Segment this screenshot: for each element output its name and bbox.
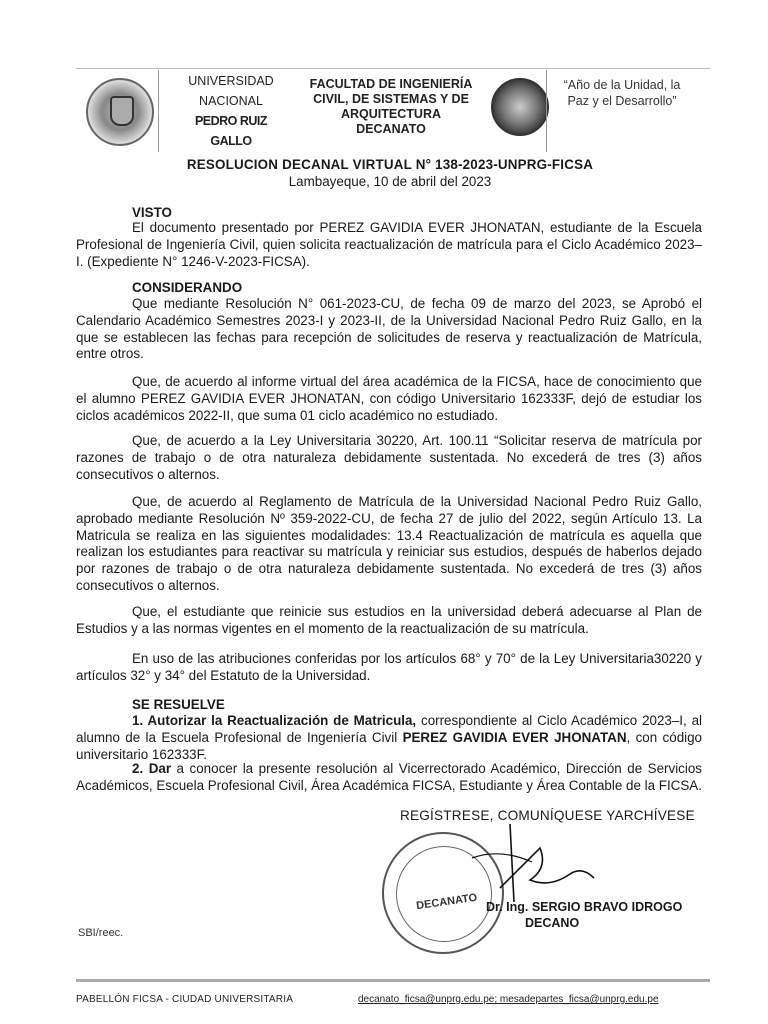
faculty-line-4: DECANATO [356, 122, 426, 136]
considerando-3-text: Que, de acuerdo a la Ley Universitaria 30220, Art. 100.11 “Solicitar reserva de matrícula por razones de trabajo o de otra naturaleza debidamente sustentada. No excederá de tres (3) años consecutivos o alternos. [76, 433, 702, 482]
university-crest-logo [86, 78, 154, 146]
faculty-line-3: ARQUITECTURA [341, 107, 441, 121]
place-date: Lambayeque, 10 de abril del 2023 [288, 174, 492, 189]
faculty-name [296, 77, 486, 137]
footer-rule [76, 979, 710, 982]
reference-initials: SBI/reec. [78, 927, 124, 939]
resuelve-article-1 [76, 713, 702, 763]
seal-label: DECANATO [415, 891, 478, 913]
visto-paragraph [76, 220, 702, 270]
visto-text: El documento presentado por PEREZ GAVIDIA EVER JHONATAN, estudiante de la Escuela Profesional de Ingeniería Civil, quien solicita reactualización de matrícula para el Ciclo Académico 2023–I. (Expediente N° 1246-V-2023-FICSA). [76, 220, 702, 269]
resuelve-1-lead: 1. Autorizar la Reactualización de Matricula, [132, 713, 417, 728]
considerando-6-text: En uso de las atribuciones conferidas por los artículos 68° y 70° de la Ley Universitaria30220 y artículos 32° y 34° del Estatuto de la Universidad. [76, 651, 702, 683]
resuelve-heading: SE RESUELVE [132, 697, 225, 712]
faculty-line-2: CIVIL, DE SISTEMAS Y DE [313, 92, 469, 106]
faculty-line-1: FACULTAD DE INGENIERÍA [309, 77, 473, 91]
resuelve-2-text: a conocer la presente resolución al Vicerrectorado Académico, Dirección de Servicios Académicos, Escuela Profesional Civil, Área Académica FICSA, Estudiante y Área Contable de la FICSA. [76, 761, 702, 793]
resuelve-article-2 [76, 761, 702, 795]
considerando-4-text: Que, de acuerdo al Reglamento de Matrícula de la Universidad Nacional Pedro Ruiz Gallo, aprobado mediante Resolución Nº 359-2022-CU, de fecha 27 de julio del 2022, según Artículo 13. La Matricula se realiza en las siguientes modalidades: 13.4 Reactualización de matrícula es aquella que realizan los estudiantes para reactivar su matrícula y reiniciar sus estudios, después de haberlos dejado por razones de trabajo o de otra naturaleza debidamente sustentada. No excederá de tres (3) años consecutivos o alternos. [76, 494, 702, 593]
signer-role: DECANO [525, 916, 580, 930]
resuelve-1-text: correspondiente al Ciclo Académico 2023–I, al alumno de la Escuela Profesional de Ingeniería Civil [76, 713, 703, 745]
considerando-paragraph-3 [76, 433, 702, 483]
considerando-paragraph-1 [76, 296, 702, 363]
university-name [172, 71, 290, 151]
footer-address: PABELLÓN FICSA - CIUDAD UNIVERSITARIA [76, 994, 294, 1005]
considerando-paragraph-5 [76, 604, 702, 638]
header-divider-right [546, 70, 547, 152]
motto-line-1: “Año de la Unidad, la [563, 78, 681, 92]
considerando-paragraph-6 [76, 651, 702, 685]
header-top-rule [76, 68, 710, 69]
visto-heading: VISTO [132, 205, 172, 220]
resolution-title: RESOLUCION DECANAL VIRTUAL N° 138-2023-UNPRG-FICSA [186, 157, 594, 172]
footer-emails[interactable]: decanato_ficsa@unprg.edu.pe; mesadepartes_ficsa@unprg.edu.pe [358, 994, 659, 1005]
university-line-2: NACIONAL [199, 94, 263, 108]
considerando-heading: CONSIDERANDO [132, 280, 243, 295]
handwritten-signature [470, 818, 600, 908]
student-name: PEREZ GAVIDIA EVER JHONATAN [402, 729, 627, 745]
motto-line-2: Paz y el Desarrollo” [567, 94, 677, 108]
considerando-2-text: Que, de acuerdo al informe virtual del área académica de la FICSA, hace de conocimiento que el alumno PEREZ GAVIDIA EVER JHONATAN, con código Universitario 162333F, dejó de estudiar los ciclos académicos 2022-II, que suma 01 ciclo académico no estudiado. [76, 374, 702, 423]
considerando-5-text: Que, el estudiante que reinicie sus estudios en la universidad deberá adecuarse al Plan de Estudios y a las normas vigentes en el momento de la reactualización de su matrícula. [76, 604, 702, 636]
header-divider-left [158, 70, 159, 152]
signer-name: Dr. Ing. SERGIO BRAVO IDROGO [486, 900, 683, 914]
considerando-paragraph-2 [76, 374, 702, 424]
university-line-3: PEDRO RUIZ [194, 114, 268, 128]
university-line-4: GALLO [210, 134, 252, 148]
faculty-crest-logo [491, 78, 549, 136]
resuelve-2-lead: 2. Dar [132, 761, 172, 776]
considerando-paragraph-4 [76, 494, 702, 595]
considerando-1-text: Que mediante Resolución N° 061-2023-CU, de fecha 09 de marzo del 2023, se Aprobó el Calendario Académico Semestres 2023-I y 2023-II, de la Universidad Nacional Pedro Ruiz Gallo, en la que se establecen las fechas para recepción de solicitudes de reserva y reactualización de Matrícula, entre otros. [76, 296, 702, 362]
resuelve-1-tail: , con código universitario 162333F. [76, 729, 703, 762]
year-motto [548, 77, 696, 109]
closing-formula: REGÍSTRESE, COMUNÍQUESE YARCHÍVESE [400, 808, 695, 823]
university-line-1: UNIVERSIDAD [188, 74, 274, 88]
